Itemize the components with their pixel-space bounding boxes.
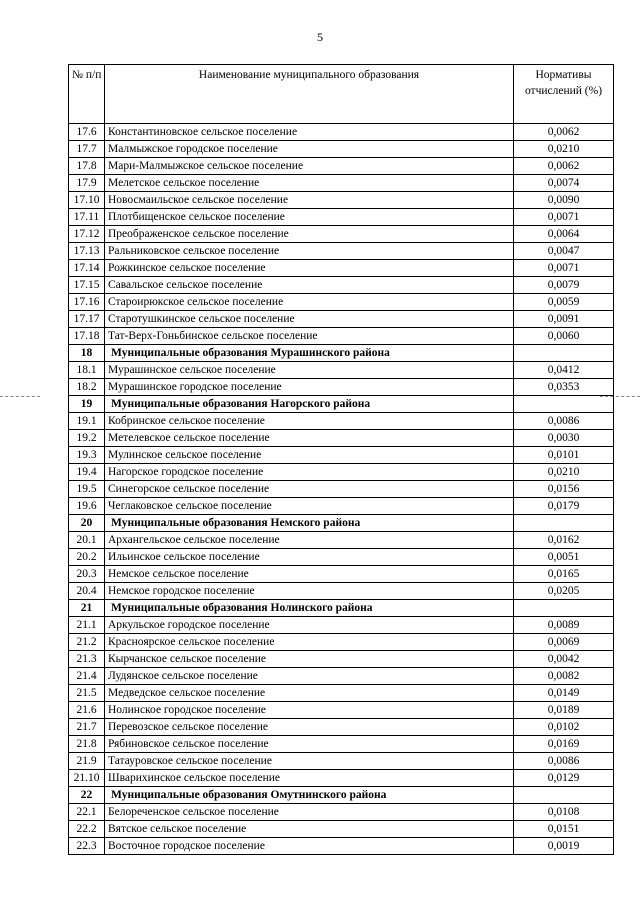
row-value: 0,0101 <box>514 447 614 464</box>
section-row <box>69 787 614 804</box>
row-number: 19.4 <box>69 464 105 481</box>
row-name: Немское городское поселение <box>105 583 514 600</box>
table-row <box>69 260 614 277</box>
row-name: Вятское сельское поселение <box>105 821 514 838</box>
row-name: Метелевское сельское поселение <box>105 430 514 447</box>
row-number: 22.2 <box>69 821 105 838</box>
row-number: 21.10 <box>69 770 105 787</box>
row-name: Старотушкинское сельское поселение <box>105 311 514 328</box>
row-number: 18 <box>69 345 105 362</box>
row-value: 0,0059 <box>514 294 614 311</box>
margin-mark-left <box>0 396 40 397</box>
row-number: 22.3 <box>69 838 105 855</box>
row-name: Нагорское городское поселение <box>105 464 514 481</box>
table-row <box>69 447 614 464</box>
row-number: 19.1 <box>69 413 105 430</box>
row-number: 21.7 <box>69 719 105 736</box>
row-value: 0,0062 <box>514 124 614 141</box>
table-row <box>69 379 614 396</box>
row-name: Кырчанское сельское поселение <box>105 651 514 668</box>
row-number: 17.13 <box>69 243 105 260</box>
row-number: 17.15 <box>69 277 105 294</box>
header-number: № п/п <box>69 65 105 124</box>
row-value: 0,0108 <box>514 804 614 821</box>
row-number: 20.4 <box>69 583 105 600</box>
header-name: Наименование муниципального образования <box>105 65 514 124</box>
table-row <box>69 651 614 668</box>
row-name: Синегорское сельское поселение <box>105 481 514 498</box>
row-number: 17.14 <box>69 260 105 277</box>
row-value: 0,0210 <box>514 464 614 481</box>
table-row <box>69 821 614 838</box>
row-value: 0,0079 <box>514 277 614 294</box>
row-number: 19.5 <box>69 481 105 498</box>
table-row <box>69 158 614 175</box>
section-row <box>69 600 614 617</box>
row-name: Муниципальные образования Нолинского района <box>105 600 514 617</box>
table-row <box>69 566 614 583</box>
row-value: 0,0412 <box>514 362 614 379</box>
row-number: 17.17 <box>69 311 105 328</box>
row-value: 0,0086 <box>514 753 614 770</box>
row-name: Архангельское сельское поселение <box>105 532 514 549</box>
row-number: 19 <box>69 396 105 413</box>
row-name: Малмыжское городское поселение <box>105 141 514 158</box>
table-row <box>69 141 614 158</box>
row-value: 0,0030 <box>514 430 614 447</box>
row-name: Медведское сельское поселение <box>105 685 514 702</box>
row-value: 0,0074 <box>514 175 614 192</box>
row-value: 0,0165 <box>514 566 614 583</box>
row-name: Тат-Верх-Гоньбинское сельское поселение <box>105 328 514 345</box>
row-value: 0,0086 <box>514 413 614 430</box>
row-name: Чеглаковское сельское поселение <box>105 498 514 515</box>
table-row <box>69 192 614 209</box>
table-header-row <box>69 65 614 124</box>
row-value: 0,0179 <box>514 498 614 515</box>
row-name: Муниципальные образования Нагорского района <box>105 396 514 413</box>
table-row <box>69 685 614 702</box>
row-value: 0,0051 <box>514 549 614 566</box>
table-body <box>69 124 614 855</box>
row-number: 17.16 <box>69 294 105 311</box>
table-row <box>69 464 614 481</box>
row-name: Мелетское сельское поселение <box>105 175 514 192</box>
row-number: 21.2 <box>69 634 105 651</box>
row-name: Мулинское сельское поселение <box>105 447 514 464</box>
row-value: 0,0082 <box>514 668 614 685</box>
row-value: 0,0060 <box>514 328 614 345</box>
row-number: 17.8 <box>69 158 105 175</box>
row-value: 0,0019 <box>514 838 614 855</box>
row-number: 17.18 <box>69 328 105 345</box>
table-row <box>69 430 614 447</box>
row-name: Ральниковское сельское поселение <box>105 243 514 260</box>
row-value: 0,0151 <box>514 821 614 838</box>
row-value: 0,0210 <box>514 141 614 158</box>
table-row <box>69 413 614 430</box>
table-row <box>69 634 614 651</box>
row-value: 0,0156 <box>514 481 614 498</box>
row-name: Рябиновское сельское поселение <box>105 736 514 753</box>
row-number: 21.3 <box>69 651 105 668</box>
row-value: 0,0205 <box>514 583 614 600</box>
row-name: Шварихинское сельское поселение <box>105 770 514 787</box>
table-row <box>69 124 614 141</box>
row-value: 0,0042 <box>514 651 614 668</box>
table-row <box>69 770 614 787</box>
row-number: 19.2 <box>69 430 105 447</box>
row-name: Мари-Малмыжское сельское поселение <box>105 158 514 175</box>
row-value: 0,0189 <box>514 702 614 719</box>
row-name: Восточное городское поселение <box>105 838 514 855</box>
row-name: Татауровское сельское поселение <box>105 753 514 770</box>
table-row <box>69 243 614 260</box>
row-number: 21.9 <box>69 753 105 770</box>
row-number: 22 <box>69 787 105 804</box>
row-value <box>514 787 614 804</box>
row-number: 20.2 <box>69 549 105 566</box>
row-name: Муниципальные образования Омутнинского района <box>105 787 514 804</box>
table-row <box>69 328 614 345</box>
row-name: Лудянское сельское поселение <box>105 668 514 685</box>
header-normative: Нормативы отчислений (%) <box>514 65 614 124</box>
row-value: 0,0064 <box>514 226 614 243</box>
row-name: Белореченское сельское поселение <box>105 804 514 821</box>
table-row <box>69 175 614 192</box>
row-name: Рожкинское сельское поселение <box>105 260 514 277</box>
row-value: 0,0162 <box>514 532 614 549</box>
table-row <box>69 583 614 600</box>
row-name: Новосмаильское сельское поселение <box>105 192 514 209</box>
row-number: 21 <box>69 600 105 617</box>
row-name: Немское сельское поселение <box>105 566 514 583</box>
row-name: Савальское сельское поселение <box>105 277 514 294</box>
row-value: 0,0149 <box>514 685 614 702</box>
row-value: 0,0091 <box>514 311 614 328</box>
row-name: Константиновское сельское поселение <box>105 124 514 141</box>
row-value: 0,0353 <box>514 379 614 396</box>
page-number: 5 <box>317 30 323 44</box>
row-value: 0,0129 <box>514 770 614 787</box>
table-row <box>69 753 614 770</box>
table-row <box>69 362 614 379</box>
row-name: Плотбищенское сельское поселение <box>105 209 514 226</box>
row-name: Перевозское сельское поселение <box>105 719 514 736</box>
normatives-table <box>68 64 614 855</box>
row-value <box>514 396 614 413</box>
row-name: Староирюкское сельское поселение <box>105 294 514 311</box>
row-value: 0,0062 <box>514 158 614 175</box>
row-value: 0,0169 <box>514 736 614 753</box>
row-value: 0,0071 <box>514 209 614 226</box>
section-row <box>69 396 614 413</box>
row-value <box>514 600 614 617</box>
table-row <box>69 702 614 719</box>
table-row <box>69 311 614 328</box>
table-row <box>69 209 614 226</box>
row-name: Ильинское сельское поселение <box>105 549 514 566</box>
table-row <box>69 719 614 736</box>
row-number: 21.6 <box>69 702 105 719</box>
row-value <box>514 345 614 362</box>
table-row <box>69 226 614 243</box>
row-number: 17.11 <box>69 209 105 226</box>
table-row <box>69 498 614 515</box>
row-number: 19.6 <box>69 498 105 515</box>
row-number: 17.9 <box>69 175 105 192</box>
row-value <box>514 515 614 532</box>
row-number: 18.2 <box>69 379 105 396</box>
row-number: 17.6 <box>69 124 105 141</box>
section-row <box>69 345 614 362</box>
row-name: Мурашинское городское поселение <box>105 379 514 396</box>
row-value: 0,0071 <box>514 260 614 277</box>
row-value: 0,0069 <box>514 634 614 651</box>
row-name: Муниципальные образования Мурашинского района <box>105 345 514 362</box>
section-row <box>69 515 614 532</box>
row-number: 21.8 <box>69 736 105 753</box>
table-row <box>69 617 614 634</box>
row-number: 22.1 <box>69 804 105 821</box>
row-number: 17.10 <box>69 192 105 209</box>
table-row <box>69 736 614 753</box>
row-name: Аркульское городское поселение <box>105 617 514 634</box>
row-value: 0,0090 <box>514 192 614 209</box>
row-number: 20 <box>69 515 105 532</box>
row-number: 20.3 <box>69 566 105 583</box>
row-name: Кобринское сельское поселение <box>105 413 514 430</box>
row-number: 18.1 <box>69 362 105 379</box>
row-name: Нолинское городское поселение <box>105 702 514 719</box>
row-name: Преображенское сельское поселение <box>105 226 514 243</box>
table-row <box>69 804 614 821</box>
table-row <box>69 668 614 685</box>
table-row <box>69 294 614 311</box>
row-number: 17.7 <box>69 141 105 158</box>
row-value: 0,0047 <box>514 243 614 260</box>
row-name: Муниципальные образования Немского района <box>105 515 514 532</box>
row-number: 21.5 <box>69 685 105 702</box>
table-row <box>69 549 614 566</box>
row-number: 21.1 <box>69 617 105 634</box>
table-row <box>69 532 614 549</box>
table-row <box>69 481 614 498</box>
row-number: 17.12 <box>69 226 105 243</box>
row-value: 0,0102 <box>514 719 614 736</box>
row-number: 21.4 <box>69 668 105 685</box>
row-number: 19.3 <box>69 447 105 464</box>
table-row <box>69 277 614 294</box>
row-value: 0,0089 <box>514 617 614 634</box>
row-name: Красноярское сельское поселение <box>105 634 514 651</box>
row-name: Мурашинское сельское поселение <box>105 362 514 379</box>
row-number: 20.1 <box>69 532 105 549</box>
table-row <box>69 838 614 855</box>
